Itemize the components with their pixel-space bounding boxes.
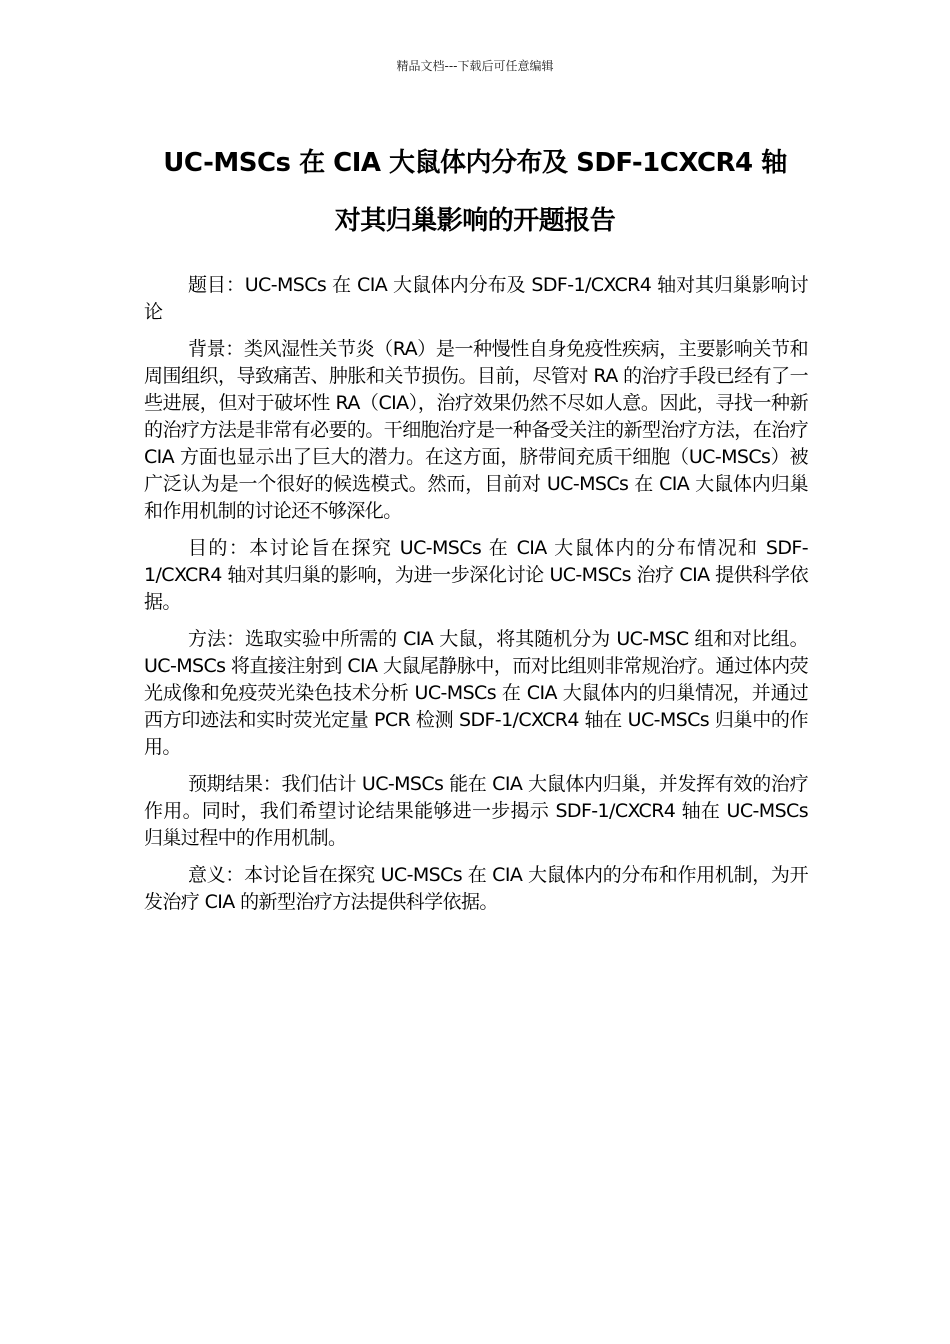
title-line-2: 对其归巢影响的开题报告	[334, 206, 616, 236]
paragraph-significance	[144, 862, 808, 916]
paragraph-text: 本讨论旨在探究 UC-MSCs 在 CIA 大鼠体内的分布和作用机制，为开发治疗 CIA 的新型治疗方法提供科学依据。	[144, 864, 808, 913]
paragraph-methods	[144, 626, 808, 761]
paragraph-label: 预期结果：	[188, 773, 282, 795]
title-line-1: UC-MSCs 在 CIA 大鼠体内分布及 SDF-1CXCR4 轴	[163, 148, 787, 178]
document-title	[140, 134, 810, 250]
paragraph-purpose	[144, 535, 808, 616]
paragraph-topic	[144, 272, 808, 326]
paragraph-label: 背景：	[188, 338, 244, 360]
paragraph-background	[144, 336, 808, 525]
paragraph-text: 选取实验中所需的 CIA 大鼠，将其随机分为 UC-MSC 组和对比组。UC-MSCs 将直接注射到 CIA 大鼠尾静脉中，而对比组则非常规治疗。通过体内荧光成像和免疫荧光染色技术分析 UC-MSCs 在 CIA 大鼠体内的归巢情况，并通过西方印迹法和实时荧光定量 PCR 检测 SDF-1/CXCR4 轴在 UC-MSCs 归巢中的作用。	[144, 628, 808, 758]
paragraph-text: 类风湿性关节炎（RA）是一种慢性自身免疫性疾病，主要影响关节和周围组织，导致痛苦、肿胀和关节损伤。目前，尽管对 RA 的治疗手段已经有了一些进展，但对于破坏性 RA（CIA），治疗效果仍然不尽如人意。因此，寻找一种新的治疗方法是非常有必要的。干细胞治疗是一种备受关注的新型治疗方法，在治疗 CIA 方面也显示出了巨大的潜力。在这方面，脐带间充质干细胞（UC-MSCs）被广泛认为是一个很好的候选模式。然而，目前对 UC-MSCs 在 CIA 大鼠体内归巢和作用机制的讨论还不够深化。	[144, 338, 808, 522]
document-body	[144, 272, 808, 926]
paragraph-label: 目的：	[188, 537, 250, 559]
paragraph-text: 本讨论旨在探究 UC-MSCs 在 CIA 大鼠体内的分布情况和 SDF-1/CXCR4 轴对其归巢的影响，为进一步深化讨论 UC-MSCs 治疗 CIA 提供科学依据。	[144, 537, 808, 613]
paragraph-text: 我们估计 UC-MSCs 能在 CIA 大鼠体内归巢，并发挥有效的治疗作用。同时，我们希望讨论结果能够进一步揭示 SDF-1/CXCR4 轴在 UC-MSCs 归巢过程中的作用机制。	[144, 773, 808, 849]
paragraph-expected-results	[144, 771, 808, 852]
paragraph-text: UC-MSCs 在 CIA 大鼠体内分布及 SDF-1/CXCR4 轴对其归巢影响讨论	[144, 274, 808, 323]
paragraph-label: 意义：	[188, 864, 245, 886]
paragraph-label: 方法：	[188, 628, 246, 650]
paragraph-label: 题目：	[188, 274, 245, 296]
header-note: 精品文档---下载后可任意编辑	[396, 59, 554, 73]
